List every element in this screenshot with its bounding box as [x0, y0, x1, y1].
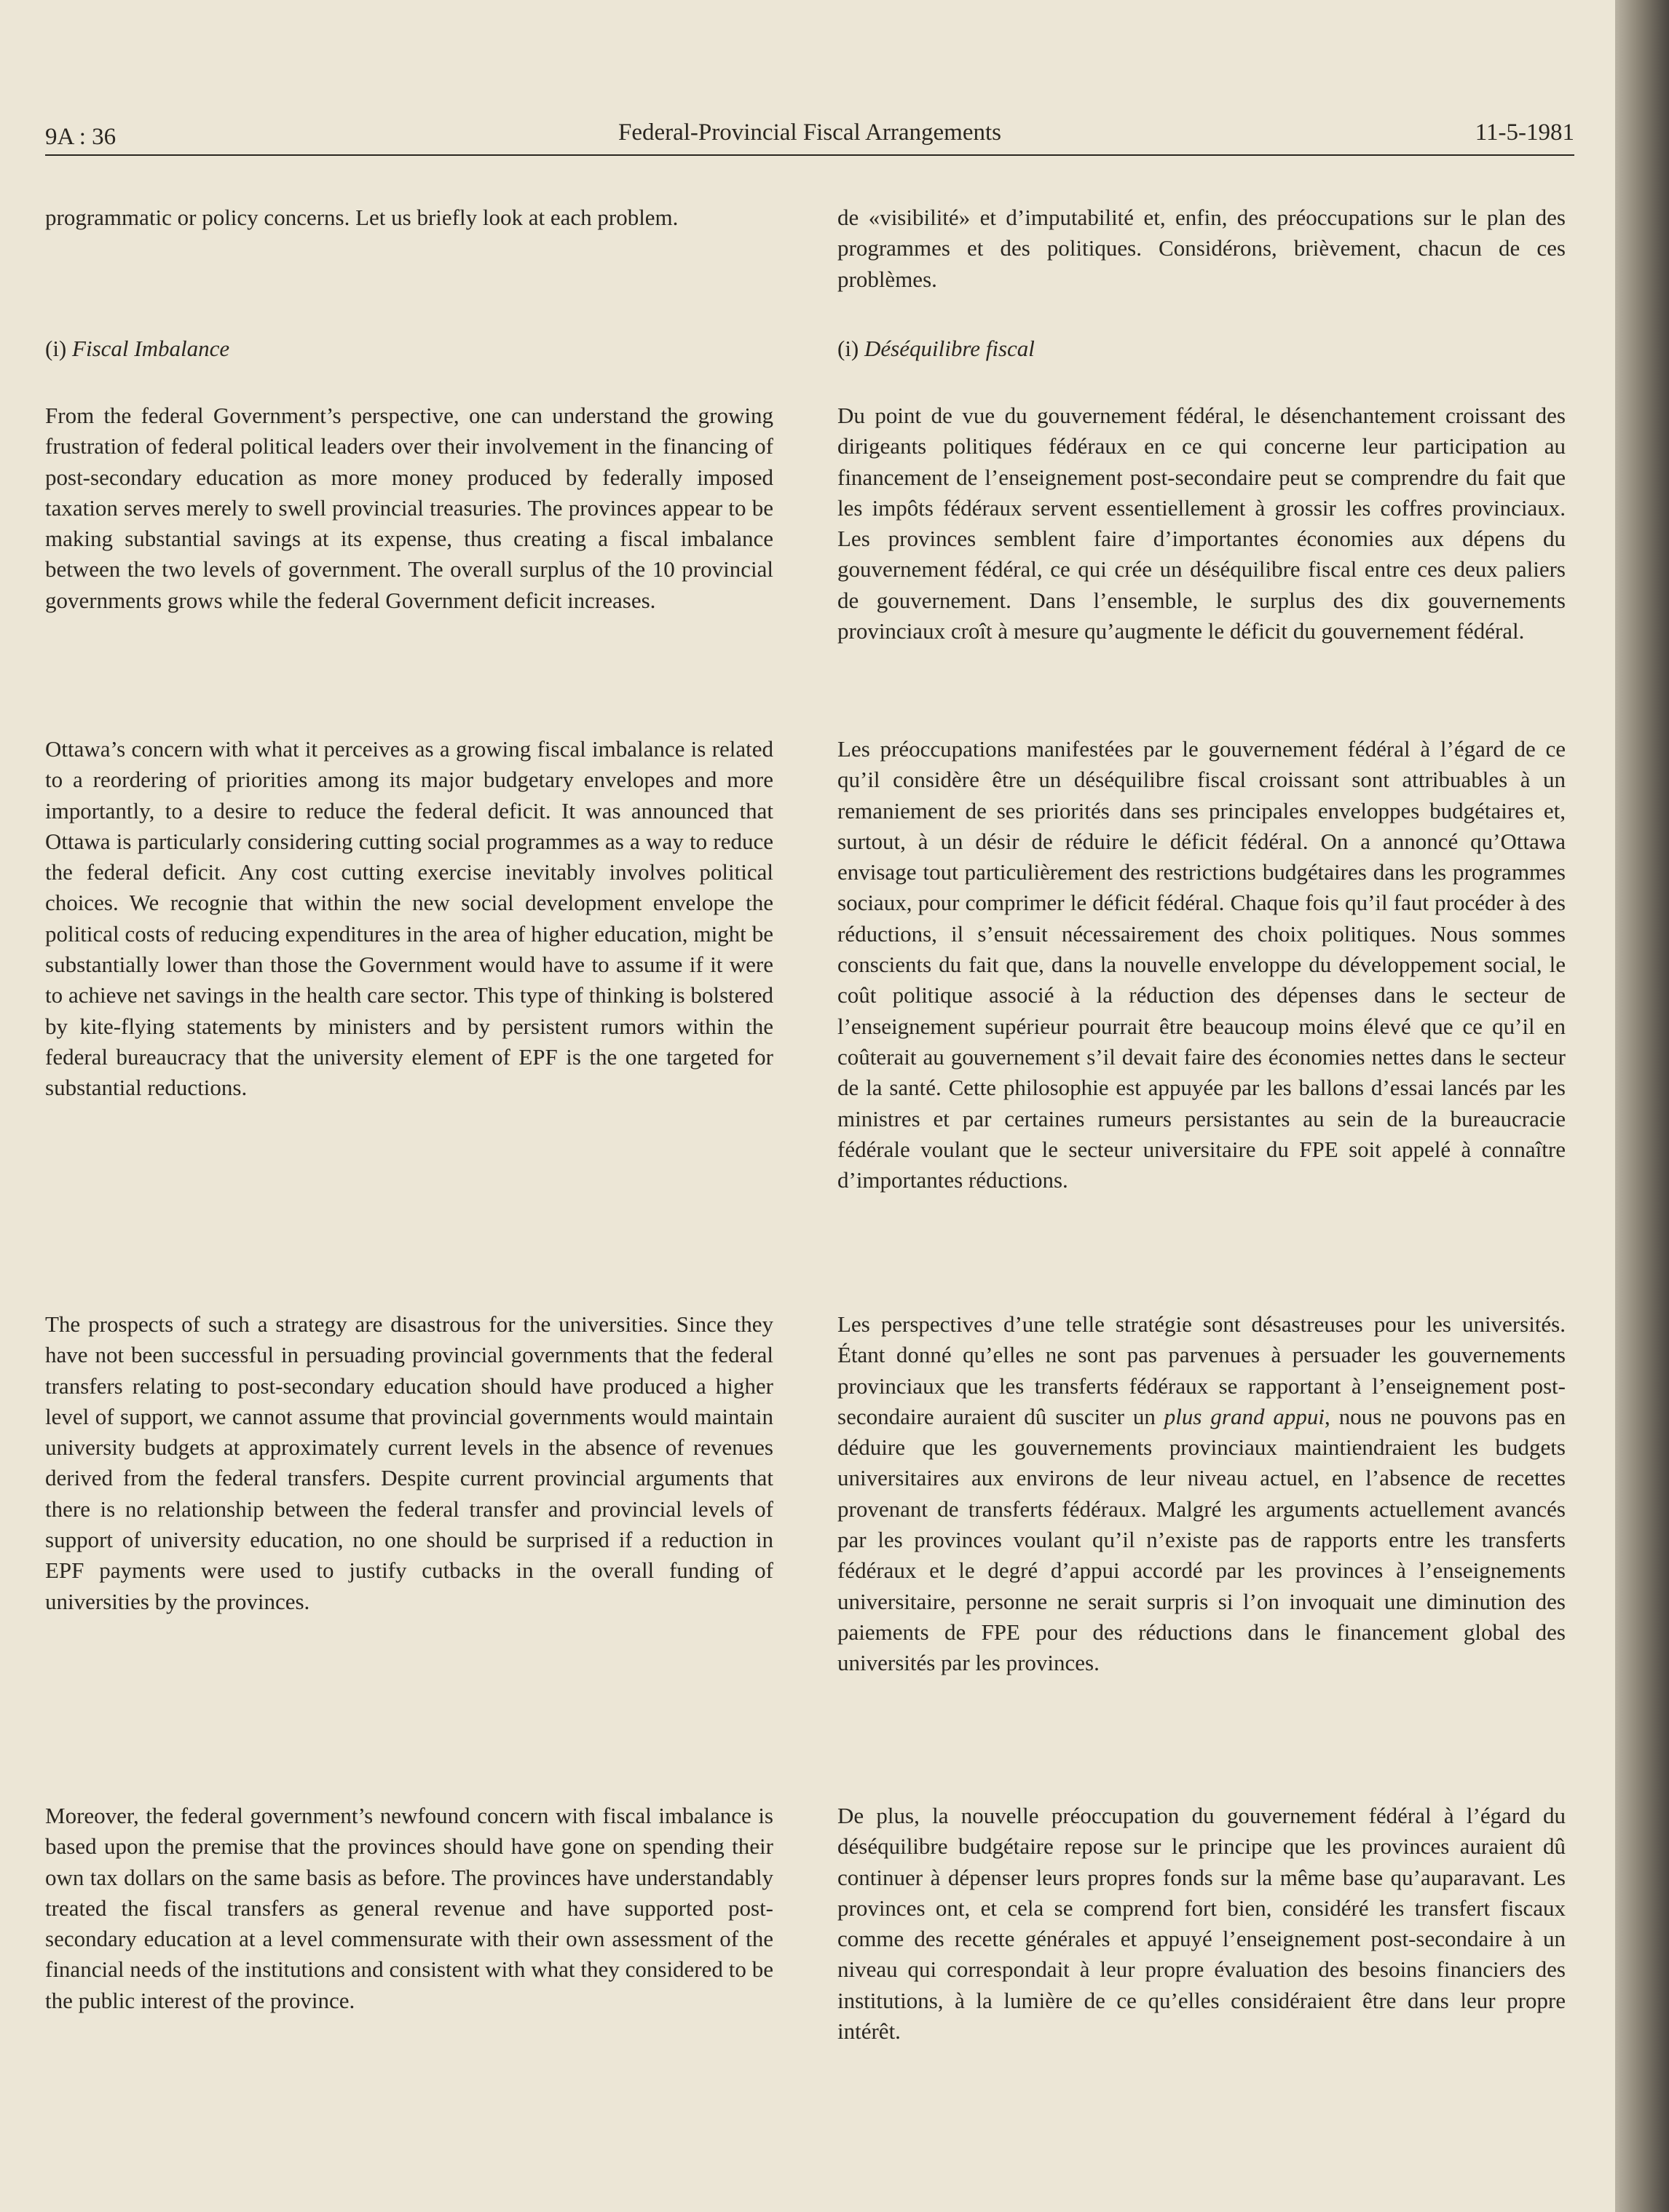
right-paragraph-1: Du point de vue du gouvernement fédéral, le désenchantement croissant des dirigeants politiques fédéraux en ce qui concerne leur participation au financement de l’enseignement post-secondaire peut se comprendre du fait que les impôts fédéraux servent essentiellement à grossir les coffres provinciaux. Les provinces semblent faire d’importantes économies aux dépens du gouvernement fédéral, ce qui crée un déséquilibre fiscal entre ces deux paliers de gouvernement. Dans l’ensemble, le surplus des dix gouvernements provinciaux croît à mesure qu’augmente le déficit du gouvernement fédéral.	[837, 403, 1566, 644]
left-paragraph-3: The prospects of such a strategy are disastrous for the universities. Since they have not been successful in persuading provincial governments that the federal transfers relating to post-secondary education should have produced a higher level of support, we cannot assume that provincial governments would maintain university budgets at approximately current levels in the absence of revenues derived from the federal transfers. Despite current provincial arguments that there is no relationship between the federal transfer and provincial levels of support of university education, no one should be surprised if a reduction in EPF payments were used to justify cutbacks in the overall funding of universities by the provinces.	[45, 1311, 773, 1614]
right-section-heading	[837, 333, 1566, 364]
left-heading-title: Fiscal Imbalance	[72, 336, 230, 361]
left-paragraph-2: Ottawa’s concern with what it perceives as a growing fiscal imbalance is related to a reordering of priorities among its major budgetary envelopes and more importantly, to a desire to reduce the federal deficit. It was announced that Ottawa is particularly considering cutting social programmes as a way to reduce the federal deficit. Any cost cutting exercise inevitably involves political choices. We recognie that within the new social development envelope the political costs of reducing expenditures in the area of higher education, might be substantially lower than those the Government would have to assume if it were to achieve net savings in the health care sector. This type of thinking is bolstered by kite-flying statements by ministers and by persistent rumors within the federal bureaucracy that the university element of EPF is the one targeted for substantial reductions.	[45, 736, 773, 1101]
right-paragraph-2: Les préoccupations manifestées par le gouvernement fédéral à l’égard de ce qu’il considère être un déséquilibre fiscal croissant sont attribuables à un remaniement de ses priorités dans ses principales enveloppes budgétaires et, surtout, à un désir de réduire le déficit fédéral. On a annoncé qu’Ottawa envisage tout particulièrement des restrictions budgétaires dans les programmes sociaux, pour comprimer le déficit fédéral. Chaque fois qu’il faut procéder à des réductions, il s’ensuit nécessairement des choix politiques. Nous sommes conscients du fait que, dans la nouvelle enveloppe du développement social, le coût politique associé à la réduction des dépenses dans le secteur de l’enseignement supérieur pourrait être beaucoup moins élevé que ce qu’il en coûterait au gouvernement s’il devait faire des économies nettes dans le secteur de la santé. Cette philosophie est appuyée par les ballons d’essai lancés par les ministres et par certaines rumeurs persistantes au sein de la bureaucracie fédérale voulant que le secteur universitaire du FPE soit appelé à connaître d’importantes réductions.	[837, 736, 1566, 1193]
right-paragraph-3-text-b: , nous ne pouvons pas en déduire que les gouvernements provinciaux maintiendraient les budgets universitaires aux environs de leur niveau actuel, en l’absence de recettes provenant de transferts fédéraux. Malgré les arguments actuellement avancés par les provinces voulant qu’il n’existe pas de rapports entre les transferts fédéraux et le degré d’appui accordé par les provinces à l’enseignements universitaire, personne ne serait surpris si l’on invoquait une diminution des paiements de FPE pour des réductions dans le financement global des universités par les provinces.	[837, 1403, 1566, 1676]
page-number: 9A : 36	[45, 124, 117, 150]
right-intro-paragraph: de «visibilité» et d’imputabilité et, enfin, des préoccupations sur le plan des programmes et des politiques. Considérons, brièvement, chacun de ces problèmes.	[837, 205, 1566, 292]
book-spine-edge	[1615, 0, 1669, 2212]
left-paragraph-4: Moreover, the federal government’s newfound concern with fiscal imbalance is based upon the premise that the provinces should have gone on spending their own tax dollars on the same basis as before. The provinces have understandably treated the fiscal transfers as general revenue and have supported post-secondary education at a level commensurate with their own assessment of the financial needs of the institutions and consistent with what they considered to be the public interest of the province.	[45, 1803, 773, 2013]
right-paragraph-4: De plus, la nouvelle préoccupation du gouvernement fédéral à l’égard du déséquilibre budgétaire repose sur le principe que les provinces auraient dû continuer à dépenser leurs propres fonds sur la même base qu’auparavant. Les provinces ont, et cela se comprend fort bien, considéré les transfert fiscaux comme des recette générales et appuyé l’enseignement post-secondaire à un niveau qui correspondait à leur propre évaluation des besoins financiers des institutions, à la lumière de ce qu’elles considéraient être dans leur propre intérêt.	[837, 1803, 1566, 2045]
page-header	[45, 116, 1574, 156]
header-date: 11-5-1981	[1475, 119, 1574, 146]
running-title: Federal-Provincial Fiscal Arrangements	[618, 119, 1002, 146]
left-heading-number: (i)	[45, 336, 73, 361]
left-paragraph-1: From the federal Government’s perspective, one can understand the growing frustration of federal political leaders over their involvement in the financing of post-secondary education as more money produced by federally imposed taxation serves merely to swell provincial treasuries. The provinces appear to be making substantial savings at its expense, thus creating a fiscal imbalance between the two levels of government. The overall surplus of the 10 provincial governments grows while the federal Government deficit increases.	[45, 403, 773, 613]
right-paragraph-3-text-a: Les perspectives d’une telle stratégie sont désastreuses pour les universités. Étant donné qu’elles ne sont pas parvenues à persuader les gouvernements provinciaux que les transferts fédéraux se rapportant à l’enseignement post-secondaire auraient dû susciter un	[837, 1311, 1566, 1429]
left-section-heading	[45, 333, 773, 364]
right-heading-title: Déséquilibre fiscal	[864, 336, 1035, 361]
right-heading-number: (i)	[837, 336, 865, 361]
right-paragraph-3	[837, 1309, 1566, 1679]
left-intro-paragraph: programmatic or policy concerns. Let us briefly look at each problem.	[45, 205, 679, 230]
right-paragraph-3-emphasis: plus grand appui	[1164, 1403, 1325, 1429]
